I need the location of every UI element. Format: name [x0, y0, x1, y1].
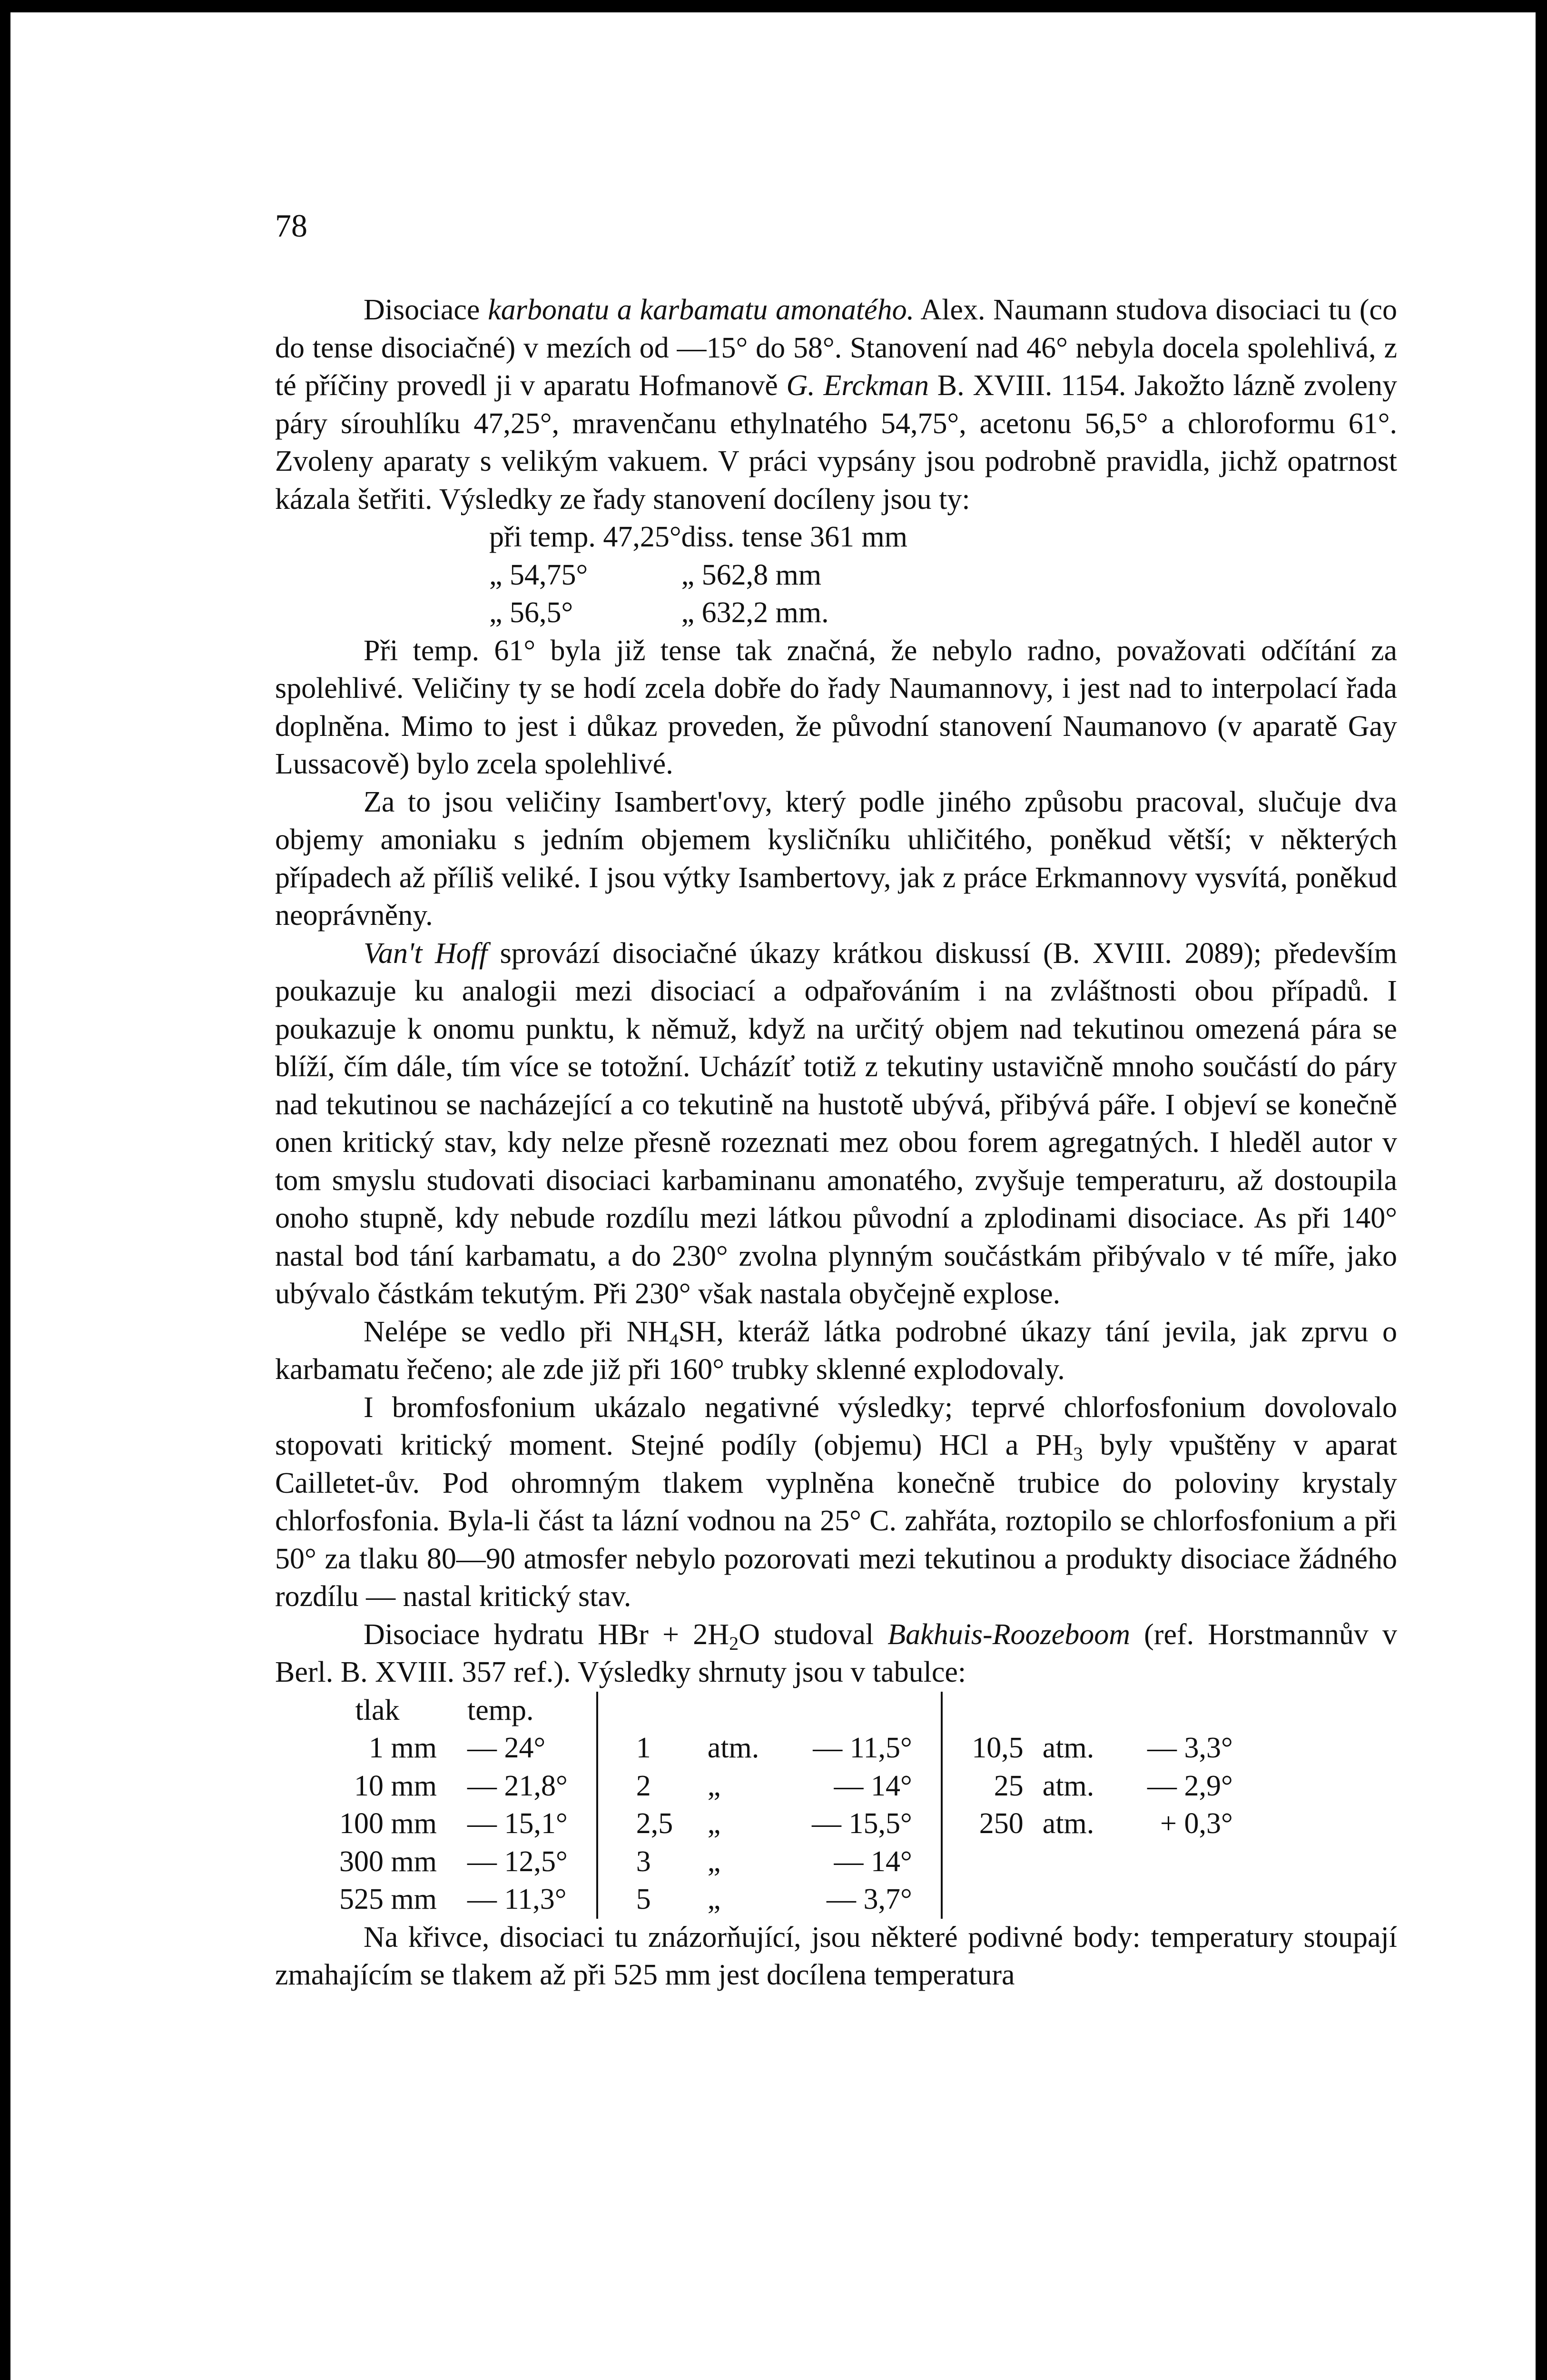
table-cell: 10 mm [354, 1769, 437, 1802]
text-run: byly vpuštěny v aparat Cailletet-ův. Pod ohromným tlakem vyplněna konečně trubice do poloviny krystaly chlorfosfonia. Byla-li část ta lázní vodnou na 25° C. zahřáta, roztopilo se chlorfosfonium a při 50° za tlaku 80—90 atmosfer nebylo pozorovati mezi tekutinou a produkty disociace žádného rozdílu — nastal kritický stav. [275, 1429, 1398, 1613]
table-row [971, 1729, 1233, 1767]
subscript: 3 [1073, 1443, 1083, 1465]
table-cell: — 14° [834, 1769, 912, 1802]
table-row [636, 1843, 912, 1881]
table-row [636, 1729, 912, 1767]
body-text [275, 291, 1397, 1994]
text-run: B. XVIII. 1154. Jakožto lázně zvoleny páry sírouhlíku 47,25°, mravenčanu ethylnatého 54,75°, acetonu 56,5° a chloroformu 61°. Zvoleny aparaty s velikým vakuem. V práci vypsány jsou podrobně pravidla, jichž opatrnost kázala šetřiti. Výsledky ze řady stanovení docíleny jsou ty: [275, 369, 1397, 516]
text-run: Disociace hydratu HBr + 2H [364, 1618, 729, 1651]
table-row [489, 594, 907, 632]
page-number: 78 [275, 208, 307, 244]
table-cell: — 24° [467, 1732, 546, 1764]
table-cell: „ [707, 1883, 721, 1915]
table-header-cell: tlak [355, 1694, 400, 1726]
paragraph-isambert: Za to jsou veličiny Isambert'ovy, který podle jiného způsobu pracoval, slučuje dva objemy amoniaku s jedním objemem kysličníku uhličitého, poněkud větší; v některých případech až příliš veliké. I jsou výtky Isambertovy, jak z práce Erkmannovy vysvítá, poněkud neoprávněny. [275, 785, 1397, 932]
paragraph-vant-hoff [275, 935, 1397, 1313]
table-cell: — 11,3° [467, 1883, 567, 1915]
scan-border-right [1536, 0, 1547, 2380]
table-cell: „ [707, 1845, 721, 1878]
table-cell: + 0,3° [1160, 1807, 1233, 1840]
table-row [636, 1805, 912, 1843]
hbr-subtable-atm-low [636, 1692, 912, 1919]
table-cell: — 3,7° [827, 1883, 912, 1915]
hbr-subtable-mm [318, 1692, 568, 1919]
scan-border-left [0, 0, 10, 2380]
italic-title: karbonatu a karbamatu amonatého. [488, 294, 915, 326]
table-cell: — 2,9° [1147, 1769, 1233, 1802]
table-cell: „ [707, 1807, 721, 1840]
table-cell: atm. [1042, 1732, 1094, 1764]
text-run: sprovází disociačné úkazy krátkou diskussí (B. XVIII. 2089); především poukazuje ku analogii mezi disociací a odpařováním i na zvláštnosti obou případů. I poukazuje k onomu punktu, k němuž, když na určitý objem nad tekutinou omezená pára se blíží, čím dále, tím více se totožní. Ucházíť totiž z tekutiny ustavičně mnoho součástí do páry nad tekutinou se nacházející a co tekutině na hustotě ubývá, přibývá páře. I objeví se konečně onen kritický stav, kdy nelze přesně rozeznati mez obou forem agregatných. I hleděl autor v tom smyslu studovati disociaci karbaminanu amonatého, zvyšuje temperaturu, až dostoupila onoho stupně, kdy nebude rozdílu mezi látkou původní a zplodinami disociace. As při 140° nastal bod tání karbamatu, a do 230° zvolna plynným součástkám přibývalo v té míře, jako ubývalo částkám tekutým. Při 230° však nastala obyčejně explose. [275, 937, 1397, 1310]
table-cell: atm. [707, 1732, 759, 1764]
table-cell: — 3,3° [1147, 1732, 1233, 1764]
text-run: Nelépe se vedlo při NH [364, 1315, 670, 1348]
text-run: I bromfosfonium ukázalo negativné výsledky; teprvé chlorfosfonium dovolovalo stopovati kritický moment. Stejné podíly (objemu) HCl a PH [275, 1391, 1397, 1461]
paragraph-naumann [275, 291, 1397, 518]
table-cell: „ [707, 1769, 721, 1802]
table-cell: 300 mm [339, 1845, 437, 1878]
table-row [318, 1729, 568, 1767]
table-cell: 1 [636, 1732, 651, 1764]
table-cell: — 11,5° [813, 1732, 912, 1764]
table-cell: diss. tense 361 mm [681, 521, 907, 553]
subscript: 4 [669, 1329, 679, 1351]
scan-border-top [0, 0, 1547, 12]
table-cell: — 15,5° [812, 1807, 912, 1840]
spacer-row [636, 1692, 912, 1730]
table-cell: 525 mm [339, 1883, 437, 1915]
paragraph-curve: Na křivce, disociaci tu znázorňující, jsou některé podivné body: temperatury stoupají zmahajícím se tlakem až při 525 mm jest docílena temperatura [275, 1921, 1397, 1991]
table-row [636, 1881, 912, 1919]
table-row [318, 1805, 568, 1843]
table-header-row [318, 1692, 568, 1730]
text-run: SH, kteráž látka podrobné úkazy tání jevila, jak zprvu o karbamatu řečeno; ale zde již při 160° trubky sklenné explodovaly. [275, 1315, 1397, 1386]
table-cell: atm. [1042, 1807, 1094, 1840]
table-row [971, 1767, 1233, 1805]
table-cell: 10,5 [972, 1732, 1024, 1764]
table-cell: — 12,5° [467, 1845, 568, 1878]
table-cell: 2,5 [636, 1807, 673, 1840]
hbr-column-mm [275, 1692, 598, 1919]
measurement-table [489, 518, 907, 632]
hbr-column-atm-high [943, 1692, 1246, 1919]
italic-author: Van't Hoff [364, 937, 488, 970]
paragraph-nh4sh [275, 1313, 1397, 1389]
text-run: Alex. Naumann studova disociaci tu (co do tense disociačné) v mezích od —15° do 58°. Stanovení nad 46° nebyla docela spolehlivá, z té příčiny provedl ji v aparatu Hofmanově [275, 294, 1397, 402]
table-cell: — 14° [834, 1845, 912, 1878]
table-cell: 100 mm [339, 1807, 437, 1840]
table-cell: „ 56,5° [489, 596, 573, 629]
table-row [318, 1767, 568, 1805]
text-run: Disociace [364, 294, 488, 326]
hbr-column-atm-low [598, 1692, 943, 1919]
table-cell: 5 [636, 1883, 651, 1915]
text-run: O studoval [739, 1618, 888, 1651]
table-cell: 25 [994, 1769, 1024, 1802]
table-cell: „ 632,2 mm. [681, 596, 829, 629]
table-row [318, 1843, 568, 1881]
table-cell: atm. [1042, 1769, 1094, 1802]
table-row [971, 1805, 1233, 1843]
table-cell: — 15,1° [467, 1807, 568, 1840]
hbr-subtable-atm-high [971, 1692, 1233, 1843]
text-run: (ref. Horstmannův v Berl. B. XVIII. 357 ref.). Výsledky shrnuty jsou v tabulce: [275, 1618, 1397, 1688]
paragraph-temp-61: Při temp. 61° byla již tense tak značná, že nebylo radno, považovati odčítání za spolehlivé. Veličiny ty se hodí zcela dobře do řady Naumannovy, i jest nad to interpolací řada doplněna. Mimo to jest i důkaz proveden, že původní stanovení Naumanovo (v aparatě Gay Lussacově) bylo zcela spolehlivé. [275, 634, 1397, 780]
hbr-results-table [275, 1692, 1397, 1919]
table-cell: „ 54,75° [489, 558, 588, 591]
table-cell: „ 562,8 mm [681, 558, 822, 591]
table-cell: 3 [636, 1845, 651, 1878]
table-row [636, 1767, 912, 1805]
table-row [489, 518, 907, 556]
italic-author: Bakhuis-Roozeboom [887, 1618, 1130, 1651]
table-cell: při temp. 47,25° [489, 521, 681, 553]
table-cell: 1 mm [369, 1732, 437, 1764]
table-header-cell: temp. [467, 1694, 534, 1726]
subscript: 2 [729, 1632, 739, 1654]
paragraph-chlorfosfonium [275, 1389, 1397, 1616]
table-cell: 2 [636, 1769, 651, 1802]
spacer-row [971, 1692, 1233, 1730]
table-row [489, 556, 907, 595]
italic-author: G. Erckman [786, 369, 929, 402]
table-cell: — 21,8° [467, 1769, 568, 1802]
table-row [318, 1881, 568, 1919]
paragraph-hbr-hydrate [275, 1616, 1397, 1692]
table-cell: 250 [979, 1807, 1024, 1840]
